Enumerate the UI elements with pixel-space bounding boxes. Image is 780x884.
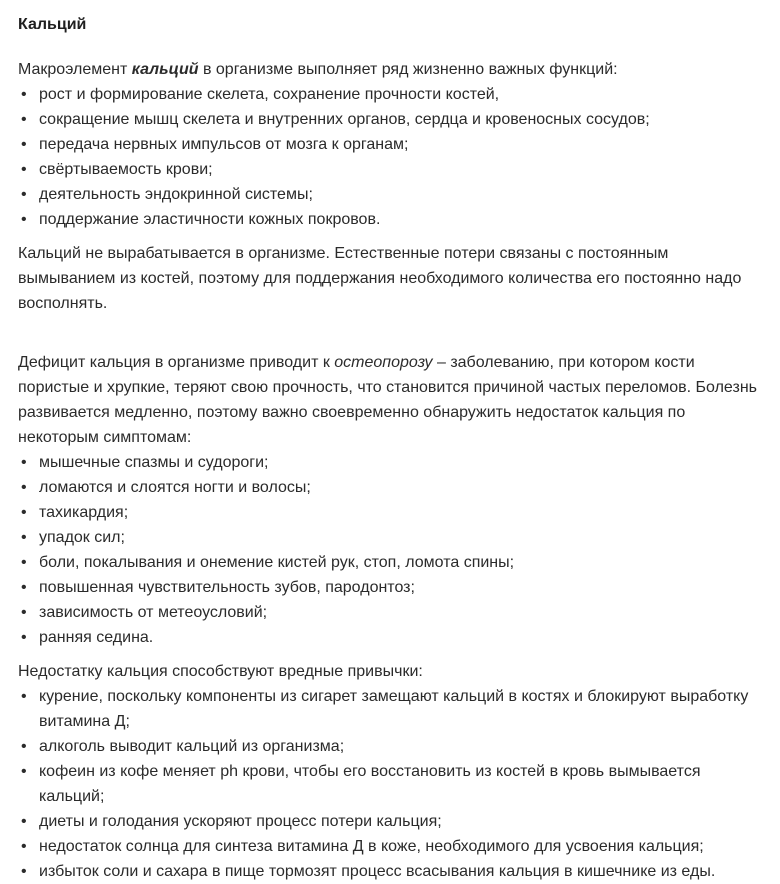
list-item: • диеты и голодания ускоряют процесс потери кальция; [18, 809, 762, 834]
habits-list [18, 684, 762, 884]
intro-prefix: Макроэлемент [18, 61, 132, 78]
article-title: Кальций [18, 16, 87, 33]
list-item: • тахикардия; [18, 500, 762, 525]
list-item: • деятельность эндокринной системы; [18, 182, 762, 207]
list-item: • ранняя седина. [18, 625, 762, 650]
loss-paragraph: Кальций не вырабатывается в организме. Естественные потери связаны с постоянным вымыванием из костей, поэтому для поддержания необходимого количества его постоянно надо восполнять. [18, 245, 742, 312]
intro-emphasis: кальций [131, 61, 199, 78]
list-item: • недостаток солнца для синтеза витамина Д в коже, необходимого для усвоения кальция; [18, 834, 762, 859]
functions-list [18, 82, 762, 232]
list-item: • поддержание эластичности кожных покровов. [18, 207, 762, 232]
deficit-suffix: – заболеванию, при котором кости пористые и хрупкие, теряют свою прочность, что становится причиной частых переломов. Болезнь развивается медленно, поэтому важно своевременно обнаружить недостаток кальция по некоторым симптомам: [18, 354, 757, 446]
list-item: • ломаются и слоятся ногти и волосы; [18, 475, 762, 500]
list-item: • повышенная чувствительность зубов, пародонтоз; [18, 575, 762, 600]
list-item: • курение, поскольку компоненты из сигарет замещают кальций в костях и блокируют выработку витамина Д; [18, 684, 762, 734]
list-item: • передача нервных импульсов от мозга к органам; [18, 132, 762, 157]
list-item: • рост и формирование скелета, сохранение прочности костей, [18, 82, 762, 107]
intro-suffix: в организме выполняет ряд жизненно важных функций: [198, 61, 618, 78]
intro-paragraph [18, 57, 762, 82]
list-item: • боли, покалывания и онемение кистей рук, стоп, ломота спины; [18, 550, 762, 575]
deficit-paragraph [18, 350, 762, 450]
list-item: • свёртываемость крови; [18, 157, 762, 182]
list-item: • зависимость от метеоусловий; [18, 600, 762, 625]
list-item: • мышечные спазмы и судороги; [18, 450, 762, 475]
habits-intro: Недостатку кальция способствуют вредные привычки: [18, 663, 423, 680]
list-item: • сокращение мышц скелета и внутренних органов, сердца и кровеносных сосудов; [18, 107, 762, 132]
deficit-prefix: Дефицит кальция в организме приводит к [18, 354, 335, 371]
list-item: • избыток соли и сахара в пище тормозят процесс всасывания кальция в кишечнике из еды. [18, 859, 762, 884]
list-item: • кофеин из кофе меняет ph крови, чтобы его восстановить из костей в кровь вымывается кальций; [18, 759, 762, 809]
symptoms-list [18, 450, 762, 650]
list-item: • упадок сил; [18, 525, 762, 550]
deficit-emphasis: остеопорозу [334, 354, 433, 371]
list-item: • алкоголь выводит кальций из организма; [18, 734, 762, 759]
